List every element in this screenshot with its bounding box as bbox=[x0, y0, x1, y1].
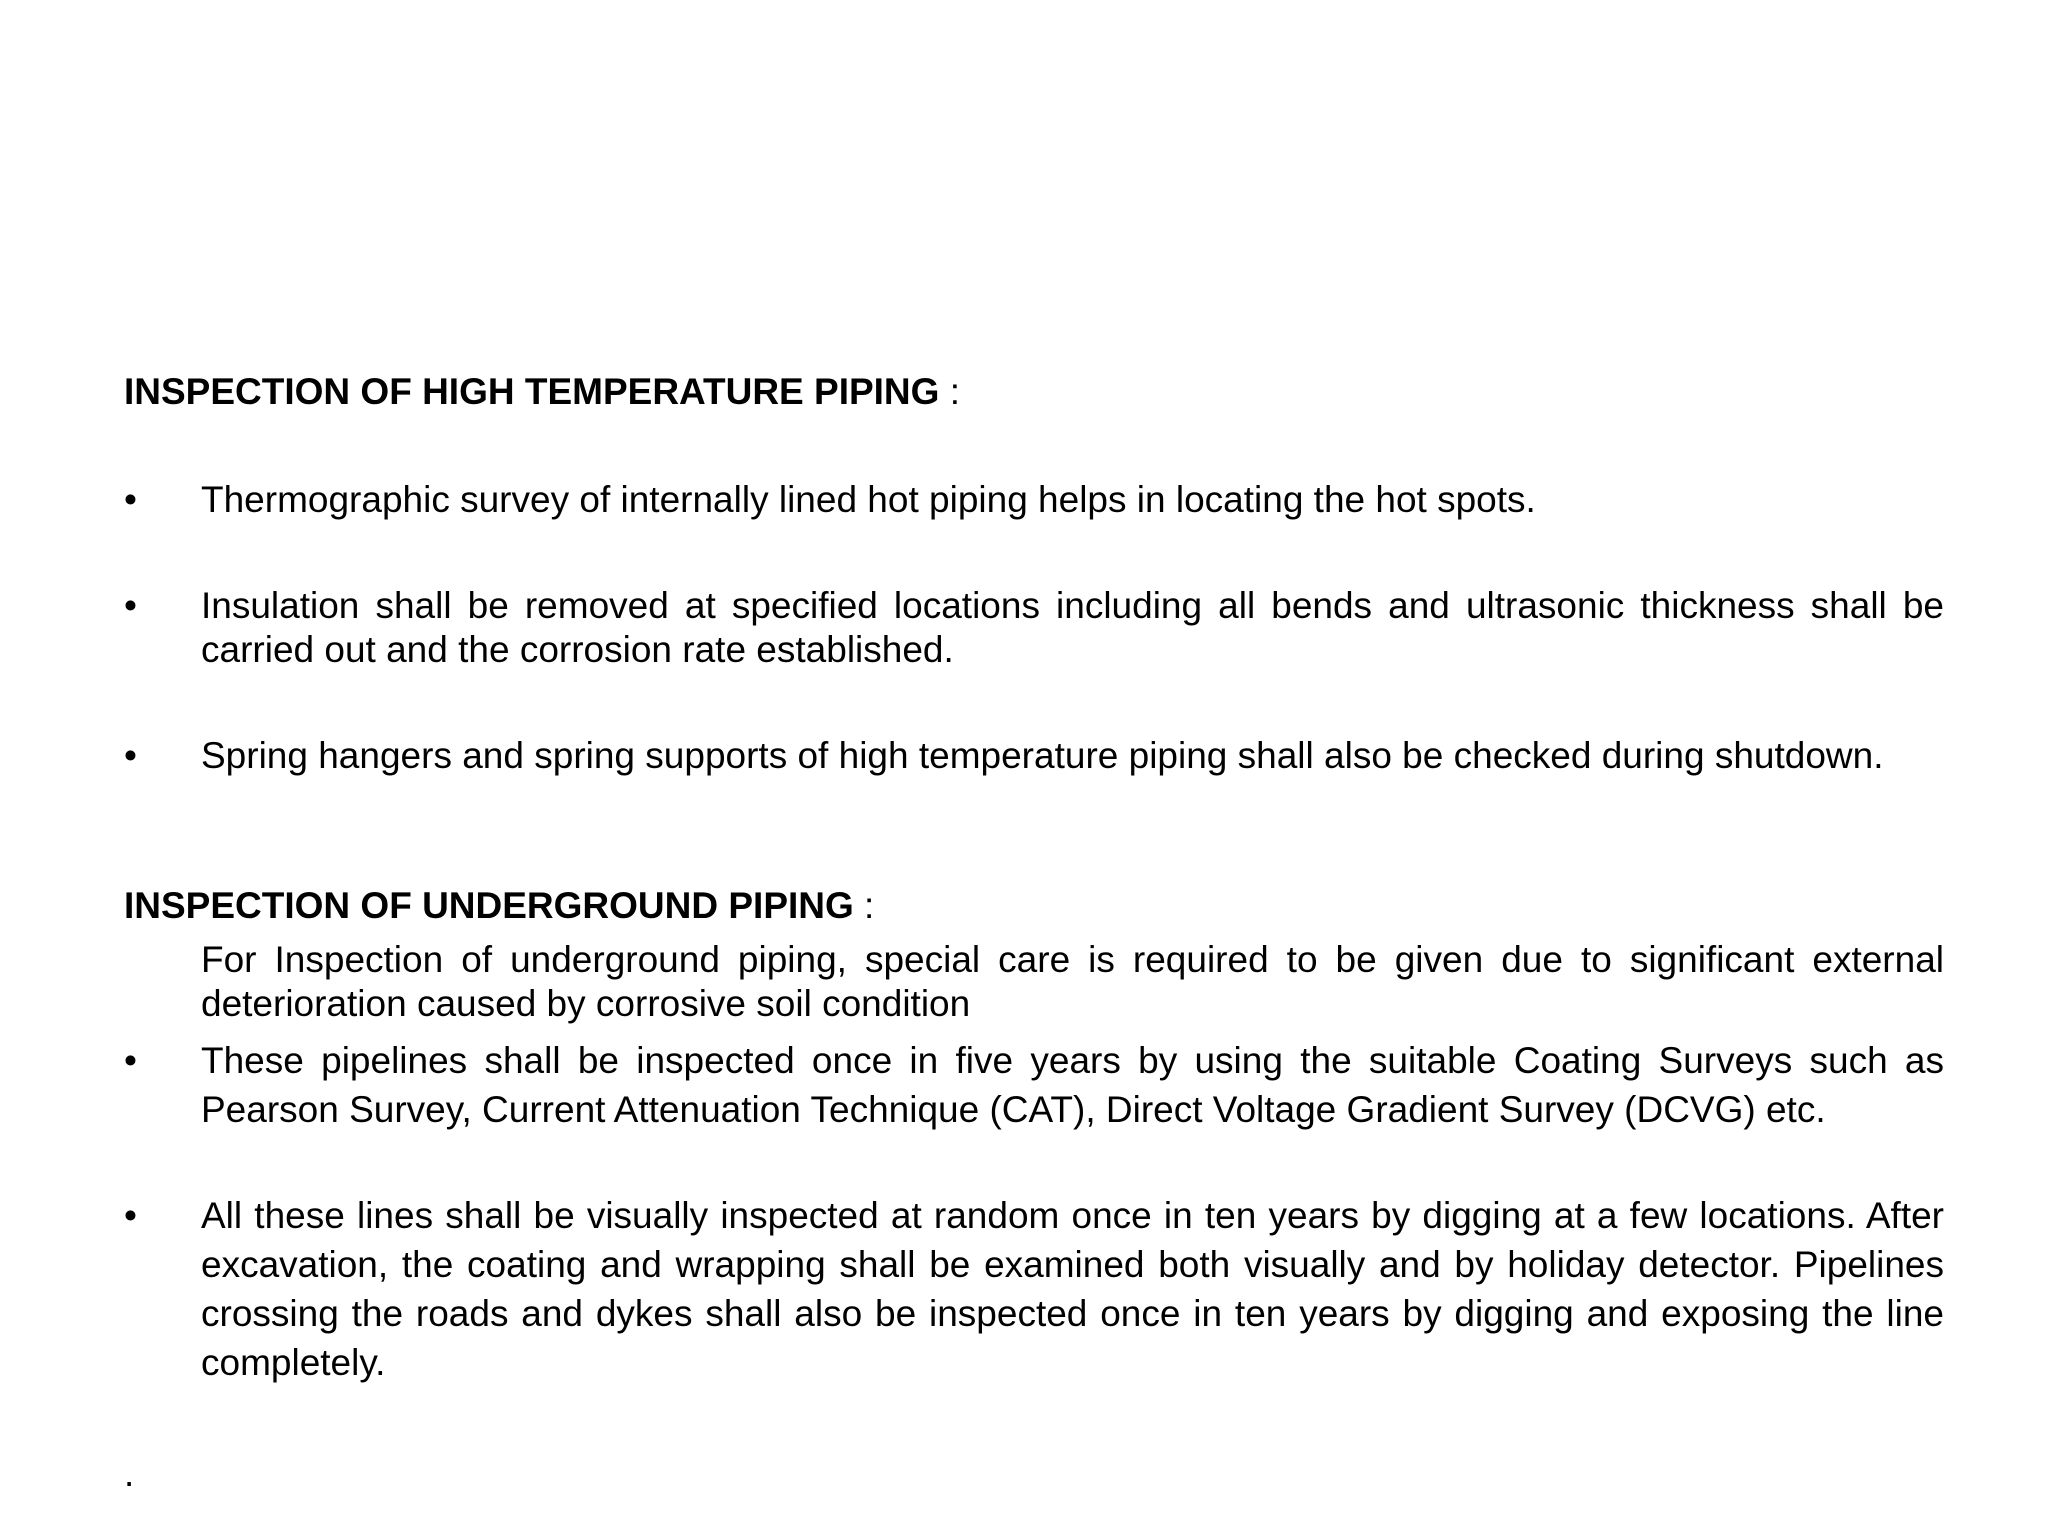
list-item-text: Spring hangers and spring supports of high temperature piping shall also be checked during shutdown. bbox=[201, 735, 1884, 776]
bullet-marker: • bbox=[124, 1195, 137, 1236]
section-title: INSPECTION OF HIGH TEMPERATURE PIPING bbox=[124, 371, 940, 412]
bullet-marker: • bbox=[124, 1040, 137, 1081]
trailing-period: . bbox=[124, 1453, 135, 1494]
section-heading-high-temperature bbox=[124, 370, 960, 414]
section-title: INSPECTION OF UNDERGROUND PIPING bbox=[124, 885, 854, 926]
list-item-text: Thermographic survey of internally lined hot piping helps in locating the hot spots. bbox=[201, 479, 1536, 520]
list-item-text: All these lines shall be visually inspected at random once in ten years by digging at a few locations. After excavation, the coating and wrapping shall be examined both visually and by holiday detector. Pipelines crossing the roads and dykes shall also be inspected once in ten years by digging and exposing the line completely. bbox=[201, 1195, 1944, 1383]
bullet-marker: • bbox=[124, 585, 137, 626]
intro-text: For Inspection of underground piping, special care is required to be given due to significant external deterioration caused by corrosive soil condition bbox=[201, 939, 1944, 1024]
list-item-text: Insulation shall be removed at specified locations including all bends and ultrasonic thickness shall be carried out and the corrosion rate established. bbox=[201, 585, 1944, 670]
bullet-marker: • bbox=[124, 735, 137, 776]
section-heading-underground bbox=[124, 884, 874, 928]
bullet-marker: • bbox=[124, 479, 137, 520]
list-item-text: These pipelines shall be inspected once in five years by using the suitable Coating Surveys such as Pearson Survey, Current Attenuation Technique (CAT), Direct Voltage Gradient Survey (DCVG) etc. bbox=[201, 1040, 1944, 1130]
heading-colon: : bbox=[853, 885, 875, 926]
heading-colon: : bbox=[939, 371, 960, 412]
